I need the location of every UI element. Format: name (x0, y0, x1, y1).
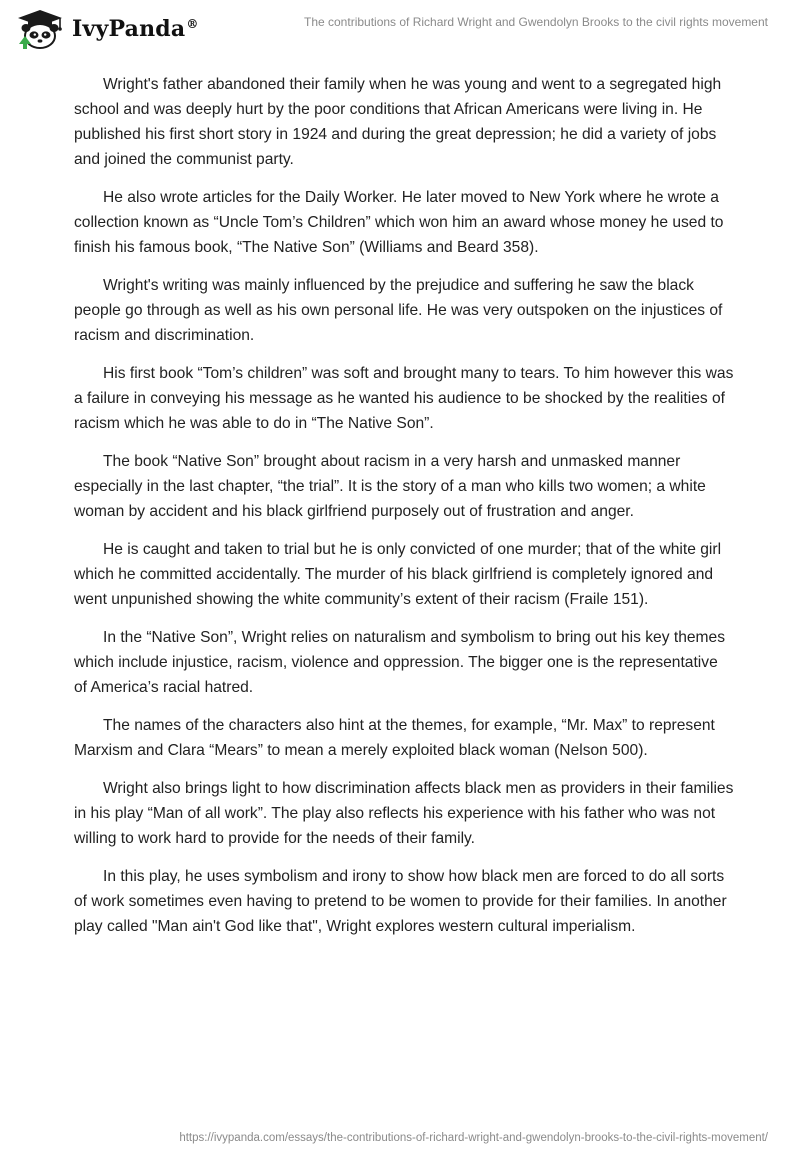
paragraph: The book “Native Son” brought about racism in a very harsh and unmasked manner especially in the last chapter, “the trial”. It is the story of a man who kills two women; a white woman by accident and his black girlfriend purposely out of frustration and anger. (74, 453, 706, 520)
paragraph: Wright's writing was mainly influenced by the prejudice and suffering he saw the black people go through as well as his own personal life. He was very outspoken on the injustices of racism and discrimination. (74, 277, 723, 344)
paragraph: The names of the characters also hint at the themes, for example, “Mr. Max” to represent Marxism and Clara “Mears” to mean a merely exploited black woman (Nelson 500). (74, 717, 715, 759)
source-url[interactable]: https://ivypanda.com/essays/the-contributions-of-richard-wright-and-gwendolyn-brooks-to-the-civil-rights-movement/ (179, 1132, 768, 1144)
paragraph: In this play, he uses symbolism and irony to show how black men are forced to do all sorts of work sometimes even having to pretend to be women to provide for their families. In another play called "Man ain't God like that", Wright explores western cultural imperialism. (74, 868, 727, 935)
essay-body (74, 72, 734, 952)
panda-logo-icon (14, 8, 66, 50)
paragraph: In the “Native Son”, Wright relies on naturalism and symbolism to bring out his key themes which include injustice, racism, violence and oppression. The bigger one is the representative of America’s racial hatred. (74, 629, 725, 696)
page-header (0, 0, 800, 60)
paragraph: He is caught and taken to trial but he is only convicted of one murder; that of the white girl which he committed accidentally. The murder of his black girlfriend is completely ignored and went unpunished showing the white community’s extent of their racism (Fraile 151). (74, 541, 722, 608)
paragraph: Wright also brings light to how discrimination affects black men as providers in their families in his play “Man of all work”. The play also reflects his experience with his father who was not willing to work hard to provide for the needs of their family. (74, 780, 734, 847)
logo[interactable] (14, 8, 199, 50)
registered-mark: ® (186, 16, 199, 31)
paragraph: Wright's father abandoned their family when he was young and went to a segregated high school and was deeply hurt by the poor conditions that African Americans were living in. He published his first short story in 1924 and during the great depression; he did a variety of jobs and joined the communist party. (74, 76, 722, 168)
paragraph: His first book “Tom’s children” was soft and brought many to tears. To him however this was a failure in conveying his message as he wanted his audience to be shocked by the realities of racism which he was able to do in “The Native Son”. (74, 365, 734, 432)
logo-text: IvyPanda® (72, 16, 199, 42)
paragraph: He also wrote articles for the Daily Worker. He later moved to New York where he wrote a collection known as “Uncle Tom’s Children” which won him an award whose money he used to finish his famous book, “The Native Son” (Williams and Beard 358). (74, 189, 724, 256)
document-title: The contributions of Richard Wright and Gwendolyn Brooks to the civil rights movement (304, 15, 768, 29)
